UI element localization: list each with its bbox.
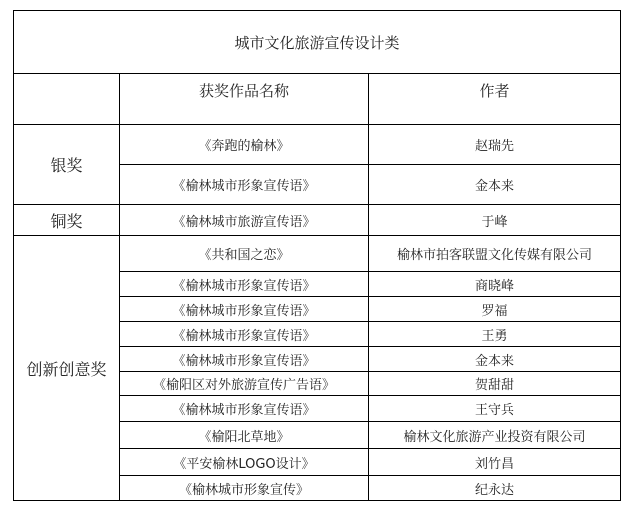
author-cell: 贺甜甜 (369, 372, 621, 396)
author-cell: 金本来 (369, 165, 621, 205)
category-creative: 创新创意奖 (14, 236, 120, 501)
table-title: 城市文化旅游宣传设计类 (14, 11, 621, 74)
header-author: 作者 (369, 74, 621, 125)
title-row (14, 11, 621, 74)
author-cell: 王勇 (369, 322, 621, 347)
work-cell: 《平安榆林LOGO设计》 (120, 449, 369, 476)
author-cell: 榆林文化旅游产业投资有限公司 (369, 422, 621, 449)
work-cell: 《榆林城市形象宣传语》 (120, 272, 369, 297)
work-cell: 《榆林城市形象宣传语》 (120, 297, 369, 322)
work-cell: 《奔跑的榆林》 (120, 125, 369, 165)
header-row (14, 74, 621, 125)
author-cell: 赵瑞先 (369, 125, 621, 165)
work-cell: 《榆林城市形象宣传语》 (120, 396, 369, 422)
work-cell: 《榆林城市形象宣传语》 (120, 347, 369, 372)
category-bronze: 铜奖 (14, 205, 120, 236)
work-cell: 《共和国之恋》 (120, 236, 369, 272)
table-row (14, 205, 621, 236)
work-cell: 《榆阳北草地》 (120, 422, 369, 449)
header-category-cell (14, 74, 120, 125)
author-cell: 于峰 (369, 205, 621, 236)
author-cell: 王守兵 (369, 396, 621, 422)
author-cell: 金本来 (369, 347, 621, 372)
category-silver: 银奖 (14, 125, 120, 205)
table-row (14, 125, 621, 165)
author-cell: 纪永达 (369, 476, 621, 501)
author-cell: 罗福 (369, 297, 621, 322)
work-cell: 《榆阳区对外旅游宣传广告语》 (120, 372, 369, 396)
table-row (14, 236, 621, 272)
work-cell: 《榆林城市形象宣传》 (120, 476, 369, 501)
author-cell: 商晓峰 (369, 272, 621, 297)
work-cell: 《榆林城市形象宣传语》 (120, 165, 369, 205)
author-cell: 刘竹昌 (369, 449, 621, 476)
award-table (13, 10, 621, 501)
work-cell: 《榆林城市形象宣传语》 (120, 322, 369, 347)
work-cell: 《榆林城市旅游宣传语》 (120, 205, 369, 236)
author-cell: 榆林市拍客联盟文化传媒有限公司 (369, 236, 621, 272)
header-work: 获奖作品名称 (120, 74, 369, 125)
